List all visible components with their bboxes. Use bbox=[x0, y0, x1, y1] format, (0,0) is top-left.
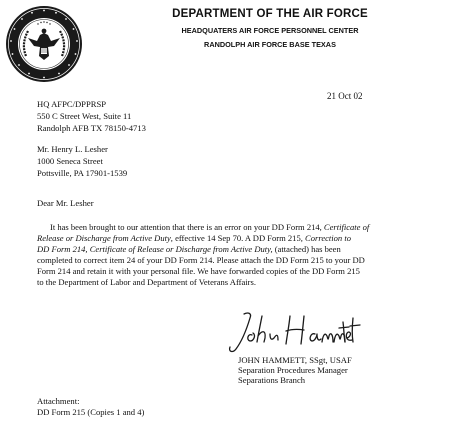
attachment-label: Attachment: bbox=[37, 396, 80, 406]
sender-line-1: HQ AFPC/DPPRSP bbox=[37, 99, 107, 109]
recipient-address bbox=[37, 143, 127, 180]
body-line-4: completed to correct item 24 of your DD Form 214. Please attach the DD Form 215 to your DD bbox=[37, 254, 365, 265]
letterhead-base: RANDOLPH AIR FORCE BASE TEXAS bbox=[204, 40, 336, 49]
attachment-item: DD Form 215 (Copies 1 and 4) bbox=[37, 407, 145, 417]
body-line-2: Release or Discharge from Active Duty, effective 14 Sep 70. A DD Form 215, Correction to bbox=[37, 232, 351, 243]
recipient-line-1: Mr. Henry L. Lesher bbox=[37, 144, 108, 154]
recipient-line-3: Pottsville, PA 17901-1539 bbox=[37, 168, 128, 179]
salutation: Dear Mr. Lesher bbox=[37, 198, 94, 208]
signature-block bbox=[238, 355, 352, 386]
recipient-line-2: 1000 Seneca Street bbox=[37, 156, 103, 167]
letterhead-department: DEPARTMENT OF THE AIR FORCE bbox=[172, 8, 368, 20]
letterhead-center: HEADQUATERS AIR FORCE PERSONNEL CENTER bbox=[181, 26, 359, 35]
letter-date: 21 Oct 02 bbox=[327, 91, 363, 101]
body-line-1: It has been brought to our attention that there is an error on your DD Form 214, Certificate of bbox=[50, 222, 370, 232]
sender-line-2: 550 C Street West, Suite 11 bbox=[37, 111, 132, 122]
letter-body bbox=[37, 222, 449, 287]
signer-title: Separation Procedures Manager bbox=[238, 365, 348, 376]
department-of-defense-seal-icon bbox=[4, 4, 84, 84]
signer-branch: Separations Branch bbox=[238, 375, 306, 386]
body-line-6: to the Department of Labor and Department of Veterans Affairs. bbox=[37, 276, 256, 287]
sender-address bbox=[37, 98, 146, 135]
body-line-3: DD Form 214, Certificate of Release or Discharge from Active Duty, (attached) has been bbox=[37, 243, 341, 254]
signer-name-rank: JOHN HAMMETT, SSgt, USAF bbox=[238, 355, 352, 365]
handwritten-signature bbox=[222, 308, 362, 356]
body-line-5: Form 214 and retain it with your personal file. We have forwarded copies of the DD Form 215 bbox=[37, 265, 360, 276]
attachment-block bbox=[37, 396, 144, 418]
sender-line-3: Randolph AFB TX 78150-4713 bbox=[37, 123, 146, 134]
